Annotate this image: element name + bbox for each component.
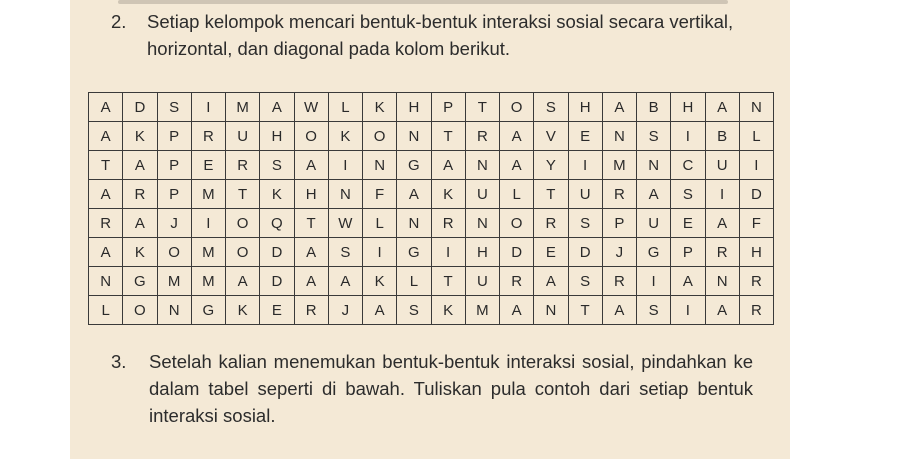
grid-cell: A — [602, 93, 636, 122]
grid-row — [89, 209, 774, 238]
grid-cell: M — [602, 151, 636, 180]
grid-cell: S — [397, 296, 431, 325]
grid-cell: I — [739, 151, 773, 180]
grid-cell: M — [157, 267, 191, 296]
question-2-text: Setiap kelompok mencari bentuk-bentuk interaksi sosial secara vertikal, horizontal, dan diagonal pada kolom berikut. — [147, 11, 734, 59]
grid-cell: P — [157, 151, 191, 180]
grid-cell: G — [637, 238, 671, 267]
grid-cell: E — [671, 209, 705, 238]
grid-cell: J — [602, 238, 636, 267]
grid-cell: A — [637, 180, 671, 209]
grid-cell: H — [671, 93, 705, 122]
grid-cell: K — [123, 238, 157, 267]
grid-cell: D — [568, 238, 602, 267]
grid-cell: A — [328, 267, 362, 296]
grid-cell: V — [534, 122, 568, 151]
grid-cell: I — [705, 180, 739, 209]
grid-cell: T — [294, 209, 328, 238]
grid-cell: R — [602, 180, 636, 209]
grid-cell: J — [328, 296, 362, 325]
grid-cell: A — [500, 122, 534, 151]
grid-cell: A — [89, 93, 123, 122]
grid-cell: U — [705, 151, 739, 180]
grid-cell: N — [465, 209, 499, 238]
grid-cell: S — [260, 151, 294, 180]
grid-cell: K — [431, 180, 465, 209]
grid-cell: S — [328, 238, 362, 267]
grid-cell: C — [671, 151, 705, 180]
grid-cell: O — [157, 238, 191, 267]
question-3 — [111, 348, 761, 448]
grid-cell: L — [397, 267, 431, 296]
grid-cell: H — [739, 238, 773, 267]
grid-cell: R — [465, 122, 499, 151]
grid-cell: M — [191, 267, 225, 296]
grid-cell: L — [89, 296, 123, 325]
grid-cell: F — [739, 209, 773, 238]
grid-cell: I — [191, 209, 225, 238]
grid-cell: I — [568, 151, 602, 180]
grid-cell: O — [294, 122, 328, 151]
question-3-number: 3. — [111, 351, 127, 372]
grid-cell: Y — [534, 151, 568, 180]
question-3-text: Setelah kalian menemukan bentuk-bentuk interaksi sosial, pindahkan ke dalam tabel seperti di bawah. Tuliskan pula contoh dari setiap bentuk interaksi sosial. — [149, 351, 753, 426]
grid-cell: N — [465, 151, 499, 180]
grid-cell: A — [294, 151, 328, 180]
grid-cell: I — [671, 122, 705, 151]
grid-cell: S — [637, 122, 671, 151]
grid-cell: Q — [260, 209, 294, 238]
grid-cell: G — [397, 151, 431, 180]
grid-cell: I — [637, 267, 671, 296]
grid-cell: U — [226, 122, 260, 151]
grid-cell: I — [431, 238, 465, 267]
grid-cell: H — [294, 180, 328, 209]
cut-off-text-line — [118, 0, 728, 4]
grid-cell: G — [123, 267, 157, 296]
grid-cell: A — [500, 296, 534, 325]
grid-cell: D — [260, 238, 294, 267]
grid-cell: R — [500, 267, 534, 296]
grid-cell: N — [89, 267, 123, 296]
grid-cell: O — [500, 209, 534, 238]
grid-cell: T — [465, 93, 499, 122]
grid-cell: N — [363, 151, 397, 180]
grid-cell: S — [534, 93, 568, 122]
grid-cell: U — [637, 209, 671, 238]
grid-cell: P — [157, 180, 191, 209]
grid-cell: S — [637, 296, 671, 325]
grid-cell: A — [397, 180, 431, 209]
grid-cell: R — [226, 151, 260, 180]
grid-cell: R — [294, 296, 328, 325]
grid-cell: A — [294, 267, 328, 296]
grid-cell: R — [739, 267, 773, 296]
grid-cell: G — [397, 238, 431, 267]
grid-cell: E — [534, 238, 568, 267]
grid-cell: T — [226, 180, 260, 209]
word-search-grid — [88, 92, 774, 325]
grid-cell: M — [191, 238, 225, 267]
grid-cell: O — [226, 209, 260, 238]
grid-cell: I — [671, 296, 705, 325]
grid-cell: A — [89, 180, 123, 209]
grid-cell: M — [191, 180, 225, 209]
grid-cell: R — [602, 267, 636, 296]
grid-row — [89, 151, 774, 180]
grid-cell: W — [328, 209, 362, 238]
grid-cell: A — [123, 151, 157, 180]
grid-cell: P — [602, 209, 636, 238]
grid-cell: R — [89, 209, 123, 238]
grid-cell: L — [328, 93, 362, 122]
grid-cell: A — [705, 209, 739, 238]
grid-cell: P — [431, 93, 465, 122]
grid-cell: L — [739, 122, 773, 151]
grid-cell: R — [739, 296, 773, 325]
grid-cell: K — [123, 122, 157, 151]
grid-cell: S — [568, 209, 602, 238]
grid-cell: R — [191, 122, 225, 151]
grid-cell: N — [397, 209, 431, 238]
grid-row — [89, 122, 774, 151]
grid-cell: F — [363, 180, 397, 209]
grid-cell: S — [157, 93, 191, 122]
grid-cell: U — [465, 267, 499, 296]
grid-cell: A — [260, 93, 294, 122]
grid-cell: K — [363, 267, 397, 296]
grid-cell: D — [123, 93, 157, 122]
grid-cell: U — [568, 180, 602, 209]
grid-cell: P — [157, 122, 191, 151]
grid-cell: K — [260, 180, 294, 209]
grid-cell: A — [602, 296, 636, 325]
grid-row — [89, 267, 774, 296]
grid-cell: U — [465, 180, 499, 209]
grid-cell: N — [157, 296, 191, 325]
grid-cell: A — [534, 267, 568, 296]
grid-cell: H — [397, 93, 431, 122]
grid-cell: K — [328, 122, 362, 151]
grid-cell: M — [226, 93, 260, 122]
grid-cell: H — [465, 238, 499, 267]
grid-cell: T — [89, 151, 123, 180]
grid-cell: T — [534, 180, 568, 209]
grid-cell: E — [260, 296, 294, 325]
grid-cell: H — [260, 122, 294, 151]
grid-cell: B — [637, 93, 671, 122]
question-2 — [111, 8, 761, 68]
grid-cell: N — [397, 122, 431, 151]
grid-cell: K — [363, 93, 397, 122]
grid-cell: O — [123, 296, 157, 325]
grid-cell: T — [568, 296, 602, 325]
grid-cell: G — [191, 296, 225, 325]
grid-row — [89, 93, 774, 122]
grid-cell: A — [294, 238, 328, 267]
grid-cell: N — [637, 151, 671, 180]
grid-cell: D — [260, 267, 294, 296]
grid-cell: N — [739, 93, 773, 122]
grid-cell: R — [534, 209, 568, 238]
grid-cell: R — [123, 180, 157, 209]
grid-cell: S — [568, 267, 602, 296]
grid-cell: N — [602, 122, 636, 151]
grid-cell: L — [500, 180, 534, 209]
grid-cell: E — [191, 151, 225, 180]
grid-cell: A — [89, 238, 123, 267]
grid-cell: K — [431, 296, 465, 325]
grid-cell: J — [157, 209, 191, 238]
grid-cell: A — [705, 296, 739, 325]
grid-cell: E — [568, 122, 602, 151]
grid-cell: T — [431, 267, 465, 296]
grid-cell: L — [363, 209, 397, 238]
grid-cell: I — [328, 151, 362, 180]
grid-cell: A — [500, 151, 534, 180]
grid-cell: P — [671, 238, 705, 267]
grid-cell: A — [123, 209, 157, 238]
grid-cell: A — [671, 267, 705, 296]
grid-cell: O — [226, 238, 260, 267]
grid-cell: R — [431, 209, 465, 238]
question-2-number: 2. — [111, 11, 127, 32]
grid-cell: R — [705, 238, 739, 267]
grid-cell: N — [328, 180, 362, 209]
grid-cell: K — [226, 296, 260, 325]
grid-cell: I — [363, 238, 397, 267]
grid-cell: A — [363, 296, 397, 325]
grid-cell: D — [739, 180, 773, 209]
grid-cell: O — [363, 122, 397, 151]
grid-row — [89, 296, 774, 325]
grid-cell: A — [89, 122, 123, 151]
grid-cell: N — [705, 267, 739, 296]
grid-cell: H — [568, 93, 602, 122]
grid-cell: I — [191, 93, 225, 122]
grid-cell: D — [500, 238, 534, 267]
grid-cell: S — [671, 180, 705, 209]
grid-cell: M — [465, 296, 499, 325]
grid-row — [89, 180, 774, 209]
grid-cell: N — [534, 296, 568, 325]
grid-cell: T — [431, 122, 465, 151]
grid-cell: A — [431, 151, 465, 180]
grid-cell: W — [294, 93, 328, 122]
grid-cell: A — [705, 93, 739, 122]
grid-cell: B — [705, 122, 739, 151]
grid-row — [89, 238, 774, 267]
grid-cell: O — [500, 93, 534, 122]
grid-cell: A — [226, 267, 260, 296]
